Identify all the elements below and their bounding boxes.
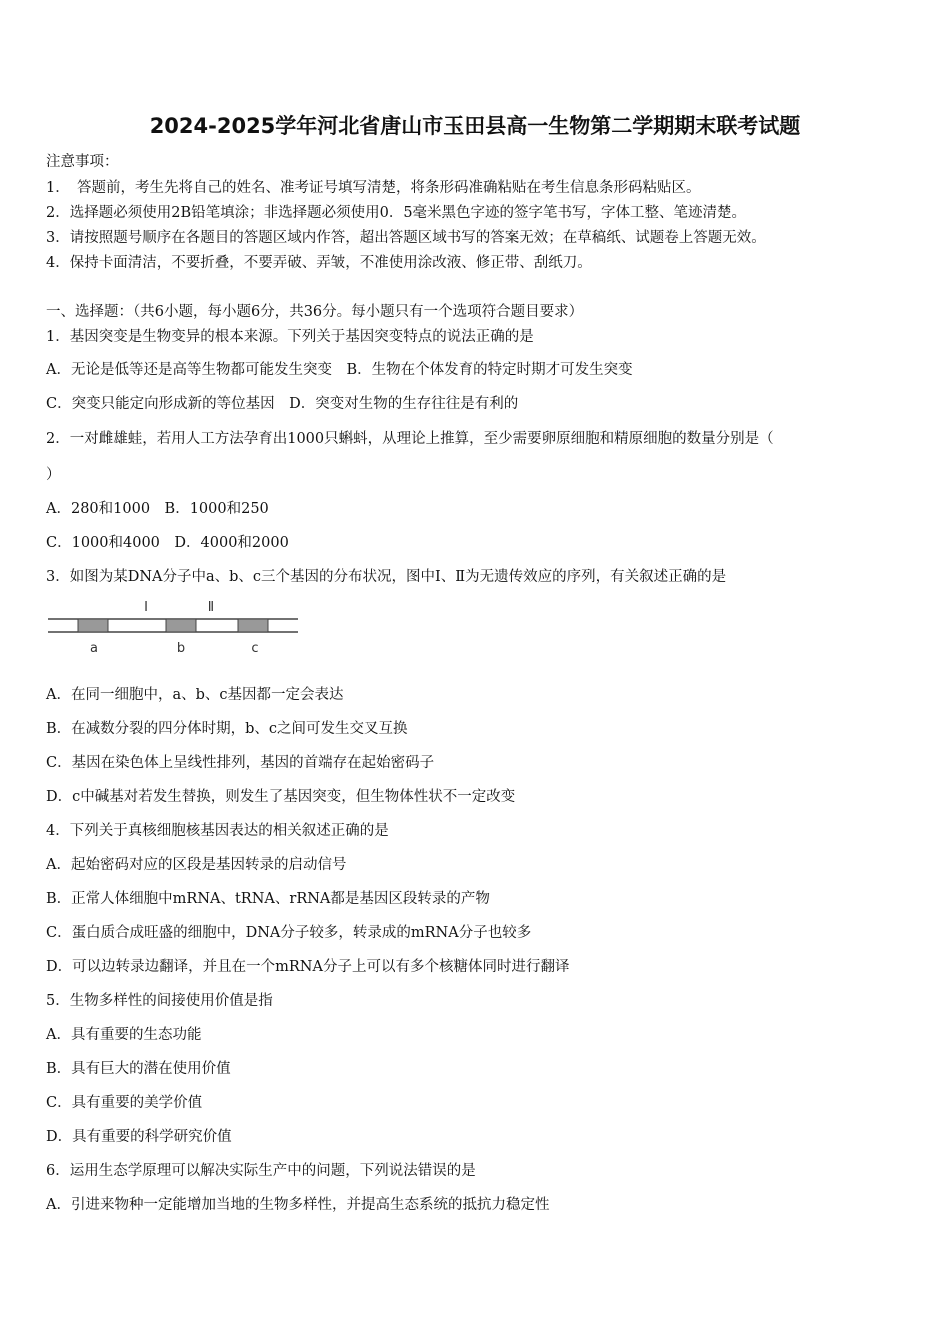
notice-item: 4．保持卡面清洁，不要折叠，不要弄破、弄皱，不准使用涂改液、修正带、刮纸刀。 bbox=[46, 255, 592, 271]
question-option: C．具有重要的美学价值 bbox=[46, 1095, 203, 1111]
gene-b-segment bbox=[166, 619, 196, 632]
question-option: A．具有重要的生态功能 bbox=[46, 1027, 202, 1043]
question-stem: 2．一对雌雄蛙，若用人工方法孕育出1000只蝌蚪，从理论上推算，至少需要卵原细胞和精原细胞的数量分别是（ bbox=[46, 431, 774, 447]
notice-item: 1． 答题前，考生先将自己的姓名、准考证号填写清楚，将条形码准确粘贴在考生信息条形码粘贴区。 bbox=[46, 180, 701, 196]
notice-item: 3．请按照题号顺序在各题目的答题区域内作答，超出答题区域书写的答案无效；在草稿纸、试题卷上答题无效。 bbox=[46, 230, 766, 246]
question-stem-end: ） bbox=[46, 467, 61, 483]
gene-c-segment bbox=[238, 619, 268, 632]
gene-a-segment bbox=[78, 619, 108, 632]
page-title: 2024-2025学年河北省唐山市玉田县高一生物第二学期期末联考试题 bbox=[149, 114, 801, 138]
question-option: D．具有重要的科学研究价值 bbox=[46, 1129, 232, 1145]
question-stem: 4．下列关于真核细胞核基因表达的相关叙述正确的是 bbox=[46, 823, 389, 839]
question-option: A．起始密码对应的区段是基因转录的启动信号 bbox=[46, 857, 347, 873]
question-options: C．突变只能定向形成新的等位基因 D．突变对生物的生存往往是有利的 bbox=[46, 396, 519, 412]
notice-item: 2．选择题必须使用2B铅笔填涂；非选择题必须使用0．5毫米黑色字迹的签字笔书写，字体工整、笔迹清楚。 bbox=[46, 205, 747, 221]
question-option: B．在减数分裂的四分体时期，b、c之间可发生交叉互换 bbox=[46, 721, 408, 737]
question-stem: 5．生物多样性的间接使用价值是指 bbox=[46, 993, 273, 1009]
question-option: C．蛋白质合成旺盛的细胞中，DNA分子较多，转录成的mRNA分子也较多 bbox=[46, 925, 532, 941]
label-a: a bbox=[90, 641, 98, 656]
question-options: A．280和1000 B．1000和250 bbox=[46, 501, 269, 517]
question-stem: 1．基因突变是生物变异的根本来源。下列关于基因突变特点的说法正确的是 bbox=[46, 329, 534, 345]
notice-heading: 注意事项： bbox=[46, 154, 119, 170]
question-stem: 6．运用生态学原理可以解决实际生产中的问题，下列说法错误的是 bbox=[46, 1163, 476, 1179]
question-stem: 3．如图为某DNA分子中a、b、c三个基因的分布状况，图中Ⅰ、Ⅱ为无遗传效应的序列，有关叙述正确的是 bbox=[46, 569, 727, 585]
question-options: A．无论是低等还是高等生物都可能发生突变 B．生物在个体发育的特定时期才可发生突变 bbox=[46, 362, 633, 378]
question-option: A．在同一细胞中，a、b、c基因都一定会表达 bbox=[46, 687, 344, 703]
question-option: A．引进来物种一定能增加当地的生物多样性，并提高生态系统的抵抗力稳定性 bbox=[46, 1197, 550, 1213]
question-option: D．c中碱基对若发生替换，则发生了基因突变，但生物体性状不一定改变 bbox=[46, 789, 516, 805]
question-options: C．1000和4000 D．4000和2000 bbox=[46, 535, 289, 551]
question-option: D．可以边转录边翻译，并且在一个mRNA分子上可以有多个核糖体同时进行翻译 bbox=[46, 959, 570, 975]
section-heading: 一、选择题：（共6小题，每小题6分，共36分。每小题只有一个选项符合题目要求） bbox=[46, 304, 584, 320]
label-c: c bbox=[251, 641, 259, 656]
label-II: Ⅱ bbox=[207, 600, 215, 615]
label-b: b bbox=[176, 641, 186, 656]
question-option: B．正常人体细胞中mRNA、tRNA、rRNA都是基因区段转录的产物 bbox=[46, 891, 490, 907]
question-option: B．具有巨大的潜在使用价值 bbox=[46, 1061, 231, 1077]
dna-gene-diagram bbox=[46, 594, 306, 660]
label-I: Ⅰ bbox=[144, 600, 148, 615]
question-option: C．基因在染色体上呈线性排列，基因的首端存在起始密码子 bbox=[46, 755, 435, 771]
